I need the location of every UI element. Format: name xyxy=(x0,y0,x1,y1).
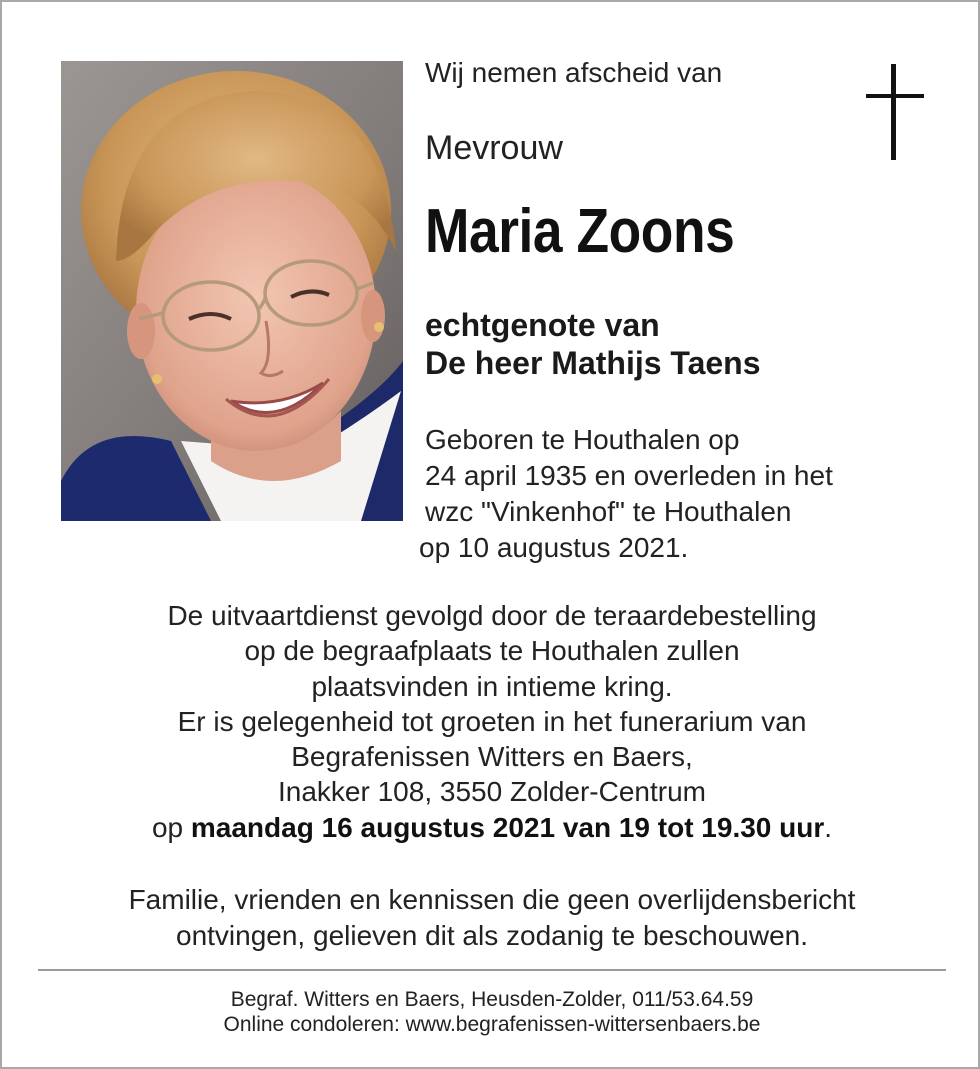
service-line: Inakker 108, 3550 Zolder-Centrum xyxy=(278,776,706,808)
service-line: plaatsvinden in intieme kring. xyxy=(311,670,673,702)
family-notice xyxy=(2,882,980,954)
birth-line: op 10 augustus 2021. xyxy=(419,532,689,563)
service-line: op de begraafplaats te Houthalen zullen xyxy=(244,635,740,667)
service-block xyxy=(2,598,980,845)
visitation-suffix: . xyxy=(824,811,833,843)
birth-line: Geboren te Houthalen op xyxy=(425,424,740,455)
portrait-photo xyxy=(61,61,403,521)
cross-icon xyxy=(866,64,924,162)
deceased-name: Maria Zoons xyxy=(425,197,735,266)
family-line: ontvingen, gelieven dit als zodanig te beschouwen. xyxy=(176,920,808,951)
visitation-prefix: op xyxy=(151,811,191,843)
birth-line: wzc "Vinkenhof" te Houthalen xyxy=(425,496,792,527)
spouse-line: echtgenote van xyxy=(425,307,660,343)
funeral-home-contact: Begraf. Witters en Baers, Heusden-Zolder, 011/53.64.59 xyxy=(230,988,754,1011)
honorific: Mevrouw xyxy=(425,129,563,167)
footer xyxy=(2,987,980,1037)
visitation-datetime: maandag 16 augustus 2021 van 19 tot 19.30 uur xyxy=(190,811,825,843)
service-line: De uitvaartdienst gevolgd door de teraardebestelling xyxy=(167,600,817,631)
visitation-line xyxy=(2,810,980,845)
family-line: Familie, vrienden en kennissen die geen overlijdensbericht xyxy=(128,884,856,915)
service-line: Er is gelegenheid tot groeten in het funerarium van xyxy=(177,705,807,737)
spouse-block xyxy=(425,306,761,382)
birth-line: 24 april 1935 en overleden in het xyxy=(425,460,833,491)
intro-text: Wij nemen afscheid van xyxy=(425,57,723,88)
divider xyxy=(38,969,946,971)
service-line: Begrafenissen Witters en Baers, xyxy=(291,741,693,773)
condolence-link: Online condoleren: www.begrafenissen-wittersenbaers.be xyxy=(223,1013,761,1036)
birth-death-block xyxy=(419,422,833,566)
spouse-name: De heer Mathijs Taens xyxy=(425,345,761,381)
